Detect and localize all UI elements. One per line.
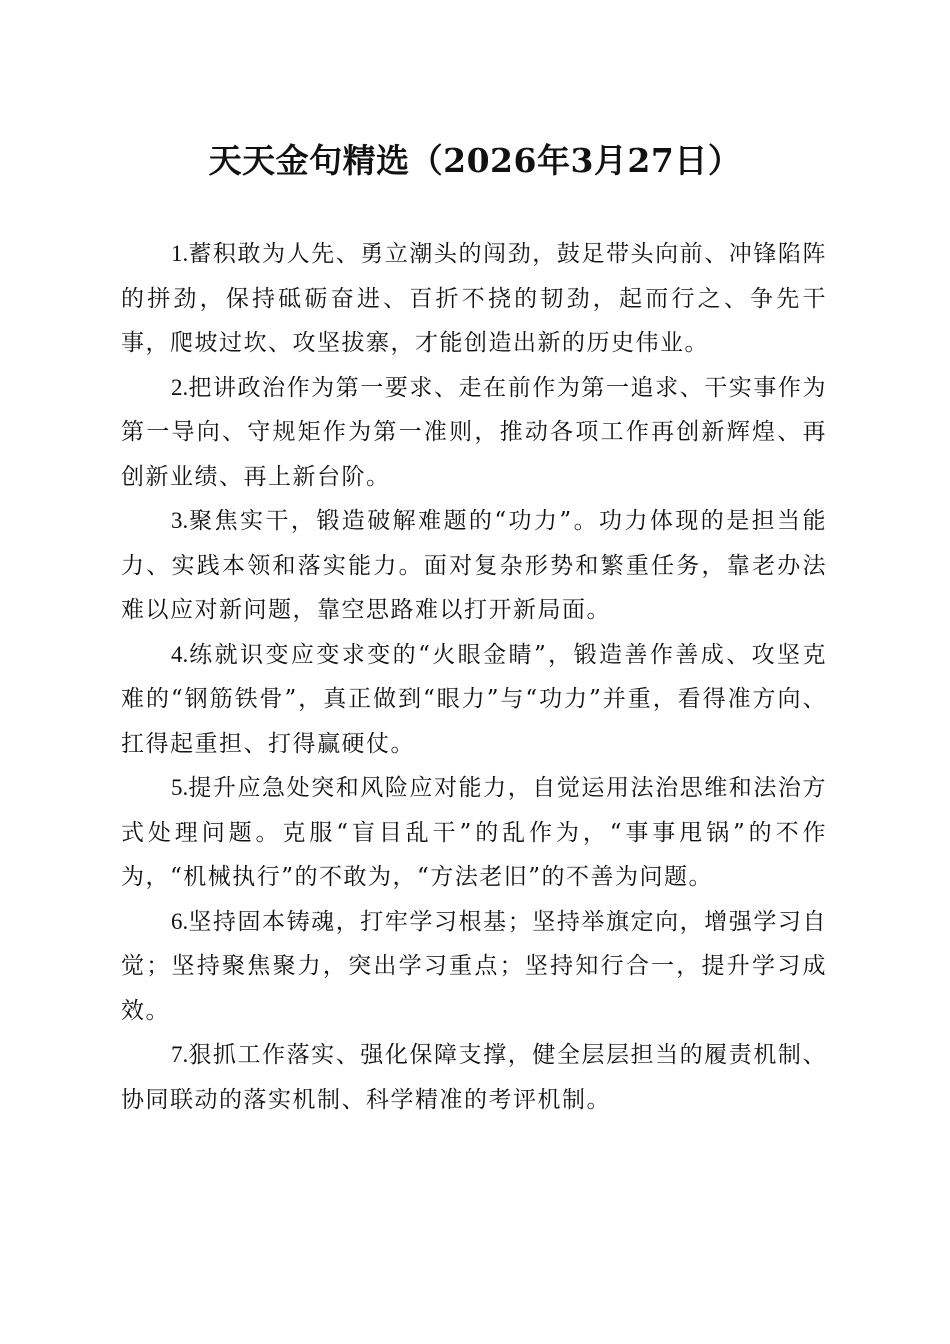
paragraph-1: [121, 232, 827, 366]
paragraph-number: 7.: [171, 1042, 189, 1067]
paragraph-text: 练就识变应变求变的“火眼金睛”，锻造善作善成、攻坚克难的“钢筋铁骨”，真正做到“眼力”与“功力”并重，看得准方向、扛得起重担、打得赢硬仗。: [121, 641, 827, 757]
paragraph-text: 坚持固本铸魂，打牢学习根基；坚持举旗定向，增强学习自觉；坚持聚焦聚力，突出学习重点；坚持知行合一，提升学习成效。: [121, 908, 827, 1024]
paragraph-number: 2.: [171, 374, 189, 400]
page-title: 天天金句精选（2026年3月27日）: [208, 141, 742, 180]
paragraph-number: 5.: [171, 775, 189, 800]
document-body: [121, 232, 827, 1122]
paragraph-text: 把讲政治作为第一要求、走在前作为第一追求、干实事作为第一导向、守规矩作为第一准则，推动各项工作再创新辉煌、再创新业绩、再上新台阶。: [121, 374, 827, 490]
paragraph-text: 蓄积敢为人先、勇立潮头的闯劲，鼓足带头向前、冲锋陷阵的拼劲，保持砥砺奋进、百折不挠的韧劲，起而行之、争先干事，爬坡过坎、攻坚拔寨，才能创造出新的历史伟业。: [121, 241, 827, 356]
paragraph-number: 4.: [171, 641, 189, 667]
paragraph-7: [121, 1033, 827, 1122]
paragraph-3: [121, 499, 827, 633]
paragraph-number: 3.: [171, 508, 189, 533]
paragraph-text: 提升应急处突和风险应对能力，自觉运用法治思维和法治方式处理问题。克服“盲目乱干”的乱作为，“事事甩锅”的不作为，“机械执行”的不敢为，“方法老旧”的不善为问题。: [121, 775, 827, 890]
paragraph-5: [121, 766, 827, 900]
paragraph-text: 聚焦实干，锻造破解难题的“功力”。功力体现的是担当能力、实践本领和落实能力。面对复杂形势和繁重任务，靠老办法难以应对新问题，靠空思路难以打开新局面。: [121, 508, 827, 623]
paragraph-2: [121, 366, 827, 500]
paragraph-6: [121, 900, 827, 1034]
paragraph-number: 1.: [171, 241, 189, 266]
paragraph-4: [121, 633, 827, 767]
paragraph-number: 6.: [171, 908, 189, 934]
paragraph-text: 狠抓工作落实、强化保障支撑，健全层层担当的履责机制、协同联动的落实机制、科学精准的考评机制。: [121, 1042, 827, 1113]
